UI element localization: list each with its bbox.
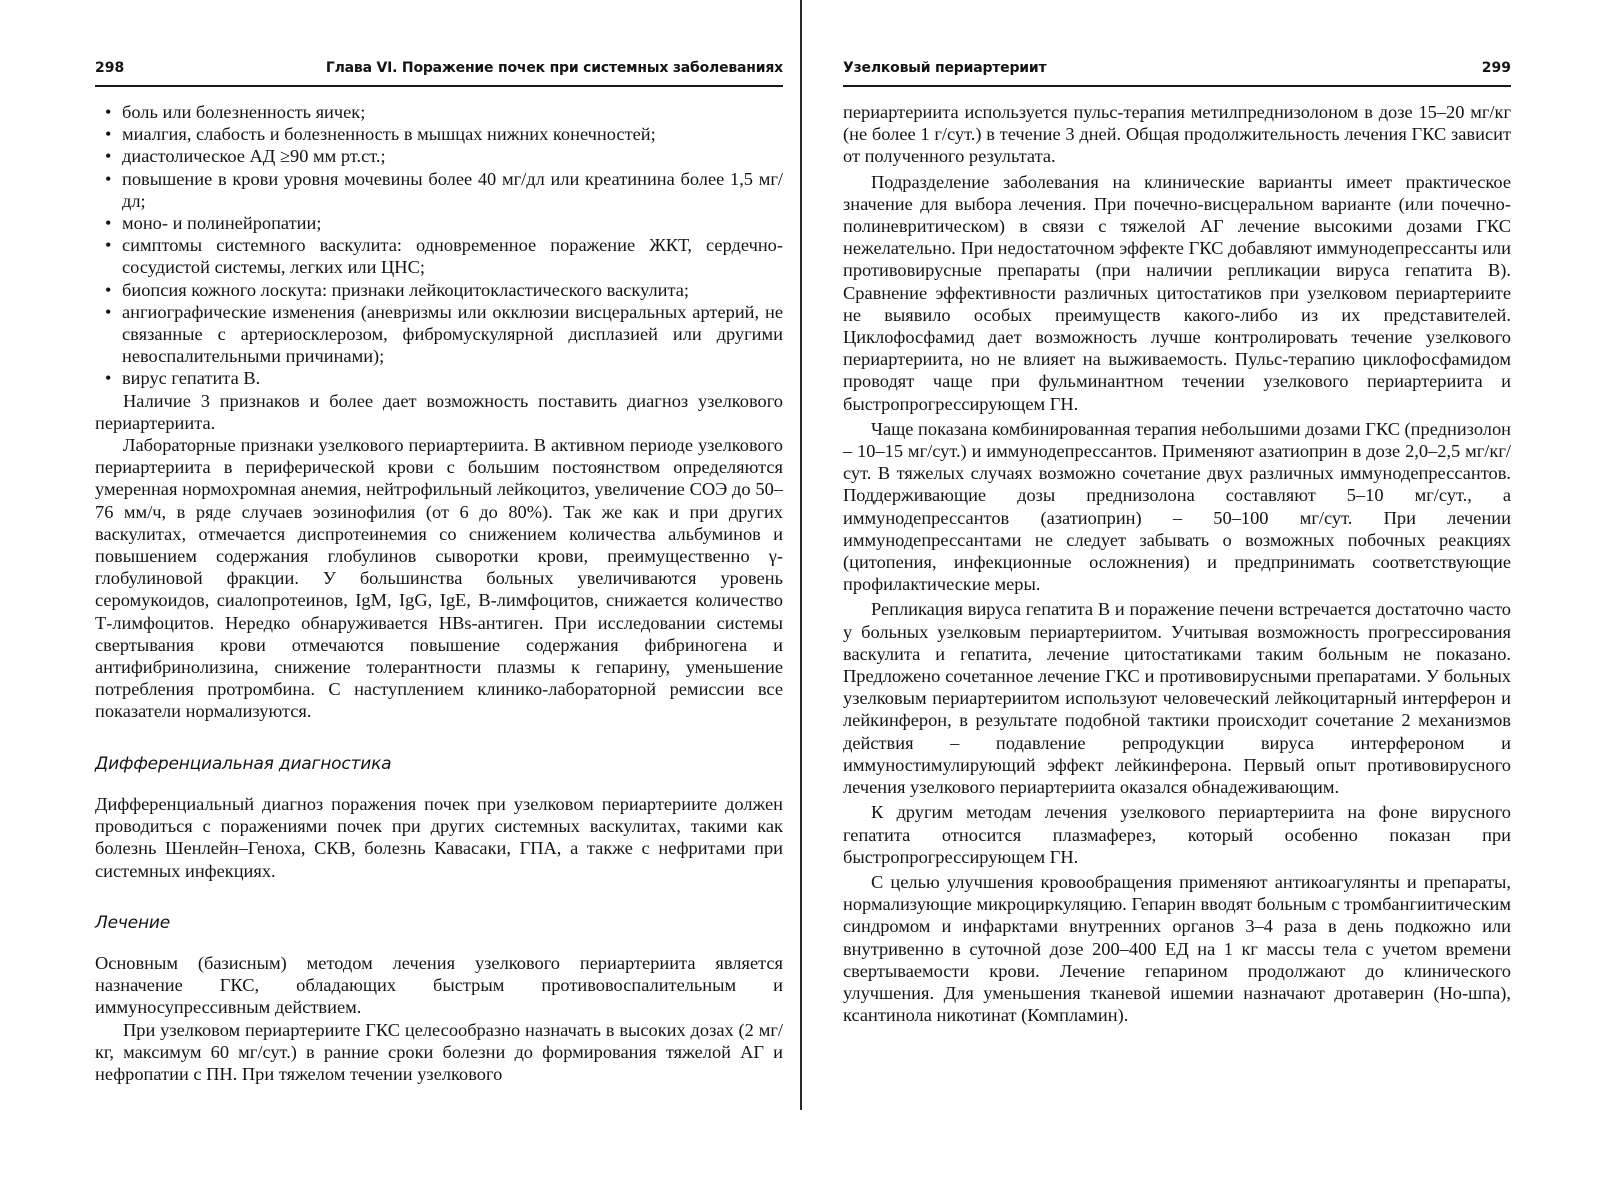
criteria-list bbox=[95, 101, 783, 390]
criteria-item: • повышение в крови уровня мочевины более 40 мг/дл или креатинина более 1,5 мг/дл; bbox=[95, 168, 783, 212]
combined-therapy-paragraph: Чаще показана комбинированная терапия небольшими дозами ГКС (преднизолон – 10–15 мг/сут.) и иммунодепрессантов. Применяют азатиоприн в дозе 2,0–2,5 мг/кг/сут. В тяжелых случаях возможно сочетание двух различных иммунодепрессантов. Поддерживающие дозы преднизолона составляют 5–10 мг/сут., а иммунодепрессантов (азатиоприн) – 50–100 мг/сут. При лечении иммунодепрессантами не следует забывать о возможных побочных реакциях (цитопения, инфекционные осложнения) и предпринимать соответствующие профилактические меры. bbox=[843, 418, 1512, 595]
criteria-item: • боль или болезненность яичек; bbox=[95, 101, 783, 123]
treatment-heading: Лечение bbox=[95, 912, 170, 933]
criteria-paragraph: Наличие 3 признаков и более дает возможность поставить диагноз узелкового периартериита. bbox=[95, 390, 783, 433]
anticoagulants-paragraph: С целью улучшения кровообращения применяют антикоагулянты и препараты, нормализующие микроциркуляцию. Гепарин вводят больным с тромбангиитическим синдромом и инфарктами внутренних органов 3–4 раза в день подкожно или внутривенно в суточной дозе 200–400 ЕД на 1 кг массы тела с учетом времени свертываемости крови. Лечение гепарином продолжают до клинического улучшения. Для уменьшения тканевой ишемии назначают дротаверин (Но-шпа), ксантинола никотинат (Компламин). bbox=[843, 871, 1511, 1026]
left-running-title: Глава VI. Поражение почек при системных заболеваниях bbox=[325, 60, 783, 76]
right-page bbox=[843, 60, 1511, 1026]
criteria-item: • симптомы системного васкулита: одновременное поражение ЖКТ, сердечно-сосудистой системы, легких или ЦНС; bbox=[95, 234, 783, 278]
differential-diagnosis-paragraph: Дифференциальный диагноз поражения почек при узелковом периартериите должен проводиться с поражениями почек при других системных васкулитах, такими как болезнь Шенлейн–Геноха, СКВ, болезнь Кавасаки, ГПА, а также с нефритами при системных инфекциях. bbox=[95, 793, 783, 881]
criteria-item: • вирус гепатита В. bbox=[95, 367, 783, 389]
criteria-item: • биопсия кожного лоскута: признаки лейкоцитокластического васкулита; bbox=[95, 279, 783, 301]
right-page-number: 299 bbox=[1481, 60, 1511, 76]
continuation-paragraph: периартериита используется пульс-терапия метилпреднизолоном в дозе 15–20 мг/кг (не более 1 г/сут.) в течение 3 дней. Общая продолжительность лечения ГКС зависит от полученного результата. bbox=[843, 102, 1511, 167]
criteria-item: • ангиографические изменения (аневризмы или окклюзии висцеральных артерий, не связанные с артериосклерозом, фибромускулярной дисплазией или другими невоспалительными причинами); bbox=[95, 301, 783, 368]
right-running-title: Узелковый периартериит bbox=[843, 60, 1047, 76]
differential-diagnosis-heading: Дифференциальная диагностика bbox=[95, 753, 392, 774]
criteria-item: • моно- и полинейропатии; bbox=[95, 212, 783, 234]
right-running-head bbox=[843, 60, 1511, 87]
left-page-body bbox=[95, 101, 783, 1085]
left-page-number: 298 bbox=[95, 60, 125, 76]
treatment-paragraph-2: При узелковом периартериите ГКС целесообразно назначать в высоких дозах (2 мг/кг, максимум 60 мг/сут.) в ранние сроки болезни до формирования тяжелой АГ и нефропатии с ПН. При тяжелом течении узелкового bbox=[95, 1019, 783, 1084]
book-gutter bbox=[800, 0, 802, 1110]
right-page-body bbox=[843, 101, 1511, 1026]
left-page bbox=[95, 60, 783, 1085]
clinical-variants-paragraph: Подразделение заболевания на клинические варианты имеет практическое значение для выбора лечения. При почечно-висцеральном варианте (или почечно-полиневритическом) в связи с тяжелой АГ лечение высокими дозами ГКС нежелательно. При недостаточном эффекте ГКС добавляют иммунодепрессанты или противовирусные препараты (при наличии репликации вируса гепатита В). Сравнение эффективности различных цитостатиков при узелковом периартериите не выявило особых преимуществ какого-либо из их представителей. Циклофосфамид дает возможность лучше контролировать течение узелкового периартериита, но не влияет на выживаемость. Пульс-терапию циклофосфамидом проводят чаще при фульминантном течении узелкового периартериита и быстропрогрессирующем ГН. bbox=[843, 171, 1511, 414]
hepatitis-replication-paragraph: Репликация вируса гепатита В и поражение печени встречается достаточно часто у больных узелковым периартериитом. Учитывая возможность прогрессирования васкулита и гепатита, лечение цитостатиками таким больным не показано. Предложено сочетанное лечение ГКС и противовирусными препаратами. У больных узелковым периартериитом используют человеческий лейкоцитарный интерферон и лейкинферон, в результате подобной тактики происходит сочетание 2 механизмов действия – подавление репродукции вируса интерфероном и иммуностимулирующий эффект лейкинферона. Первый опыт противовирусного лечения узелкового периартериита оказался обнадеживающим. bbox=[843, 599, 1511, 798]
criteria-item: • миалгия, слабость и болезненность в мышцах нижних конечностей; bbox=[95, 123, 783, 145]
treatment-paragraph-1: Основным (базисным) методом лечения узелкового периартериита является назначение ГКС, обладающих быстрым противовоспалительным и иммуносупрессивным действием. bbox=[95, 952, 783, 1018]
left-running-head bbox=[95, 60, 783, 87]
criteria-item: • диастолическое АД ≥90 мм рт.ст.; bbox=[95, 145, 783, 167]
plasmapheresis-paragraph: К другим методам лечения узелкового периартериита на фоне вирусного гепатита относится плазмаферез, который особенно показан при быстропрогрессирующем ГН. bbox=[843, 802, 1511, 867]
lab-findings-paragraph: Лабораторные признаки узелкового периартериита. В активном периоде узелкового периартериита в периферической крови с большим постоянством определяются умеренная нормохромная анемия, нейтрофильный лейкоцитоз, увеличение СОЭ до 50–76 мм/ч, в ряде случаев эозинофилия (от 6 до 80%). Так же как и при других васкулитах, отмечается диспротеинемия со снижением количества альбуминов и повышением содержания глобулинов сыворотки крови, преимущественно γ-глобулиновой фракции. У большинства больных увеличиваются уровень серомукоидов, сиалопротеинов, IgM, IgG, IgE, B-лимфоцитов, снижается количество Т-лимфоцитов. Нередко обнаруживается HBs-антиген. При исследовании системы свертывания крови отмечаются повышение содержания фибриногена и антифибринолизина, снижение толерантности плазмы к гепарину, уменьшение потребления протромбина. С наступлением клинико-лабораторной ремиссии все показатели нормализуются. bbox=[95, 435, 783, 722]
